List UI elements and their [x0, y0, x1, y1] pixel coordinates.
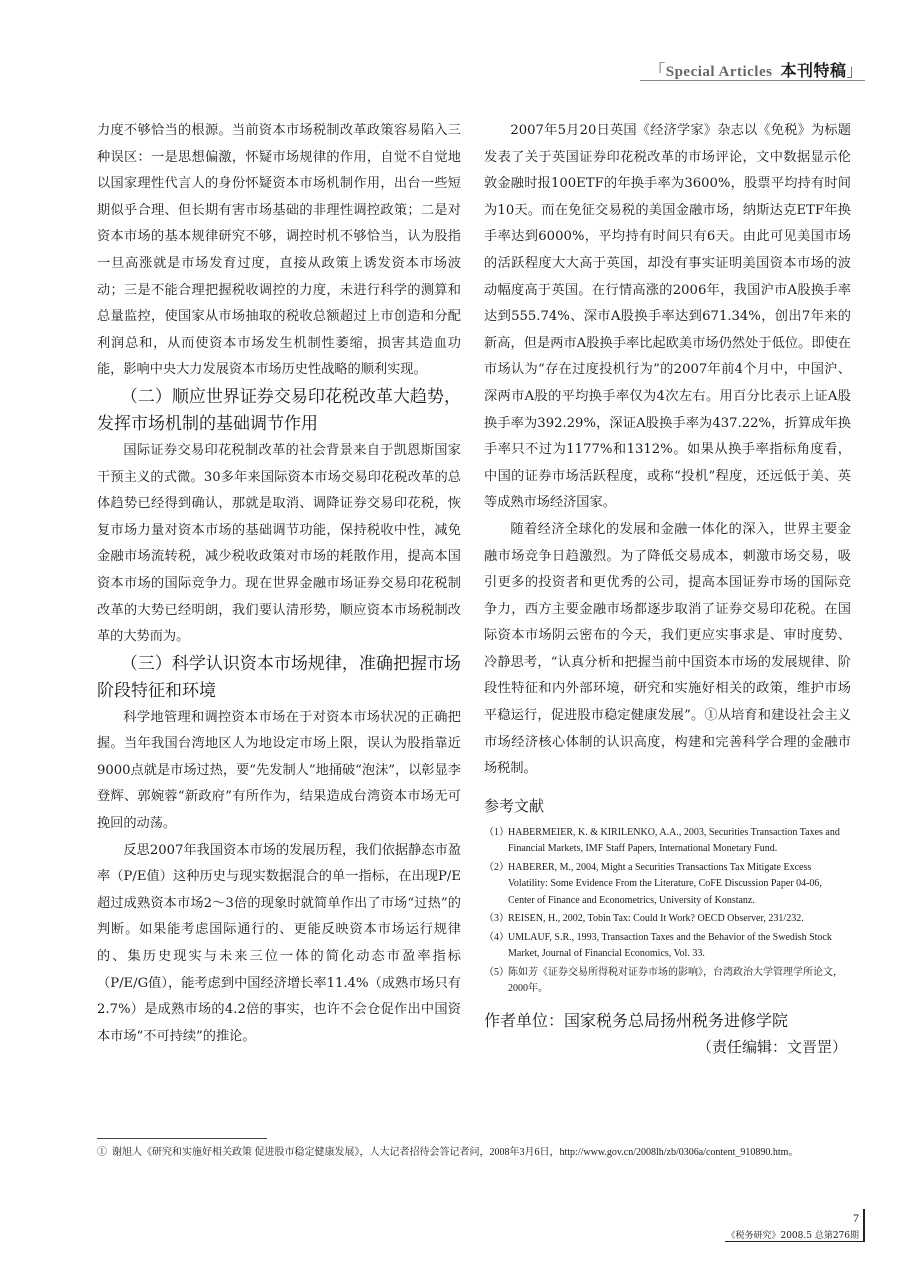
body-paragraph: 力度不够恰当的根源。当前资本市场税制改革政策容易陷入三种误区：一是思想偏激，怀疑市场规律的作用，自觉不自觉地以国家理性代言人的身份怀疑资本市场机制作用，出台一些短期似乎合理、但长期有害市场基础的非理性调控政策；二是对资本市场的基本规律研究不够，调控时机不够恰当，认为股指一旦高涨就是市场发育过度，直接从政策上诱发资本市场波动；三是不能合理把握税收调控的力度，未进行科学的测算和总量监控，使国家从市场抽取的税收总额超过上市创造和分配利润总和，从而使资本市场发生机制性萎缩，损害其造血功能，影响中央大力发展资本市场历史性战略的顺利实现。 [97, 123, 461, 378]
body-paragraph: 随着经济全球化的发展和金融一体化的深入，世界主要金融市场竞争日趋激烈。为了降低交易成本，刺激市场交易，吸引更多的投资者和更优秀的公司，提高本国证券市场的国际竞争力，西方主要金融市场都逐步取消了证券交易印花税。在国际资本市场阴云密布的今天，我们更应实事求是、审时度势、冷静思考，“认真分析和把握当前中国资本市场的发展规律、阶段性特征和内外部环境，研究和实施好相关的政策，维护市场平稳运行，促进股市稳定健康发展”。①从培育和建设社会主义市场经济核心体制的认识高度，构建和完善科学合理的金融市场税制。 [484, 521, 851, 777]
section-heading: （二）顺应世界证券交易印花税改革大趋势，发挥市场机制的基础调节作用 [97, 386, 461, 434]
body-paragraph: 国际证券交易印花税制改革的社会背景来自于凯恩斯国家干预主义的式微。30多年来国际资本市场交易印花税改革的总体趋势已经得到确认，那就是取消、调降证券交易印花税，恢复市场力量对资本市场的基础调节功能，保持税收中性，减免金融市场流转税，减少税收政策对市场的耗散作用，提高本国资本市场的国际竞争力。现在世界金融市场证券交易印花税制改革的大势已经明朗，我们要认清形势，顺应资本市场税制改革的大势而为。 [97, 442, 461, 645]
reference-item: （4） UMLAUF, S.R., 1993, Transaction Taxes and the Behavior of the Swedish Stock Market, Journal of Financial Economics, Vol. 33. [484, 931, 832, 960]
references-heading: 参考文献 [484, 796, 545, 815]
journal-info: 《税务研究》2008.5 总第276期 [726, 1231, 859, 1241]
page-number-bar [863, 1209, 865, 1242]
body-paragraph: 反思2007年我国资本市场的发展历程，我们依据静态市盈率（P/E值）这种历史与现实数据混合的单一指标，在出现P/E 超过成熟资本市场2～3倍的现象时就简单作出了市场“过热”的判断。如果能考虑国际通行的、更能反映资本市场运行规律的、集历史现实与未来三位一体的简化动态市盈率指标（P/E/G值），能考虑到中国经济增长率11.4%（成熟市场只有2.7%）是成熟市场的4.2倍的事实，也许不会仓促作出中国资本市场“不可持续”的推论。 [97, 842, 461, 1044]
footnote-mark: ① [97, 1147, 107, 1158]
page-number: 7 [853, 1211, 859, 1225]
body-paragraph: 2007年5月20日英国《经济学家》杂志以《免税》为标题发表了关于英国证券印花税改革的市场评论，文中数据显示伦敦金融时报100ETF的年换手率为3600%，股票平均持有时间为10天。而在免征交易税的美国金融市场，纳斯达克ETF年换手率达到6000%，平均持有时间只有6天。由此可见美国市场的活跃程度大大高于英国，却没有事实证明美国资本市场的波动幅度高于英国。在行情高涨的2006年，我国沪市A股换手率达到555.74%、深市A股换手率达到671.34%，创出7年来的新高，但是两市A股换手率比起欧美市场仍然处于低位。即使在市场认为“存在过度投机行为”的2007年前4个月中，中国沪、深两市A股的平均换手率仅为4次左右。用百分比表示上证A股换手率为392.29%，深证A股换手率为437.22%，折算成年换手率只不过为1177%和1312%。如果从换手率指标角度看，中国的证券市场活跃程度，或称“投机”程度，还远低于美、英等成熟市场经济国家。 [484, 123, 851, 511]
running-header: 「Special Articles 本刊特稿」 [649, 61, 863, 80]
reference-item: （1） HABERMEIER, K. & KIRILENKO, A.A., 2003, Securities Transaction Taxes and Financial Markets, IMF Staff Papers, International Monetary Fund. [484, 826, 840, 855]
section-label-zh: 本刊特稿 [780, 61, 847, 80]
reference-item: （2） HABERER, M., 2004, Might a Securities Transactions Tax Mitigate Excess Volatility: Some Evidence From the Literature, CoFE Discussion Paper 04-06, Center of Finance and Econometrics, University of Konstanz. [484, 861, 822, 906]
responsible-editor: （责任编辑：文晋罡） [696, 1037, 847, 1056]
page-footer-rule [725, 1241, 865, 1242]
footnote-rule [97, 1138, 267, 1139]
section-heading: （三）科学认识资本市场规律，准确把握市场阶段特征和环境 [97, 653, 461, 701]
reference-item: （3） REISEN, H., 2002, Tobin Tax: Could It Work? OECD Observer, 231/232. [484, 913, 804, 925]
right-column [484, 118, 851, 1060]
section-label-en: Special Articles [665, 64, 773, 80]
body-paragraph: 科学地管理和调控资本市场在于对资本市场状况的正确把握。当年我国台湾地区人为地设定市场上限，误认为股指靠近9000点就是市场过热，要“先发制人”地捅破“泡沫”，以彰显李登辉、郭婉蓉“新政府”有所作为，结果造成台湾资本市场无可挽回的动荡。 [97, 709, 461, 832]
author-affiliation: 作者单位：国家税务总局扬州税务进修学院 [484, 1010, 789, 1030]
reference-list [484, 825, 851, 998]
footnote-text: 谢旭人《研究和实施好相关政策 促进股市稳定健康发展》，人大记者招待会答记者问，2008年3月6日，http://www.gov.cn/2008lh/zb/0306a/content_910890.htm。 [112, 1147, 799, 1158]
left-column [97, 118, 461, 1050]
reference-item: （5） 陈如芳《证券交易所得税对证券市场的影响》，台湾政治大学管理学所论文，2000年。 [484, 966, 843, 995]
footnote [97, 1145, 847, 1161]
header-rule [640, 80, 865, 81]
